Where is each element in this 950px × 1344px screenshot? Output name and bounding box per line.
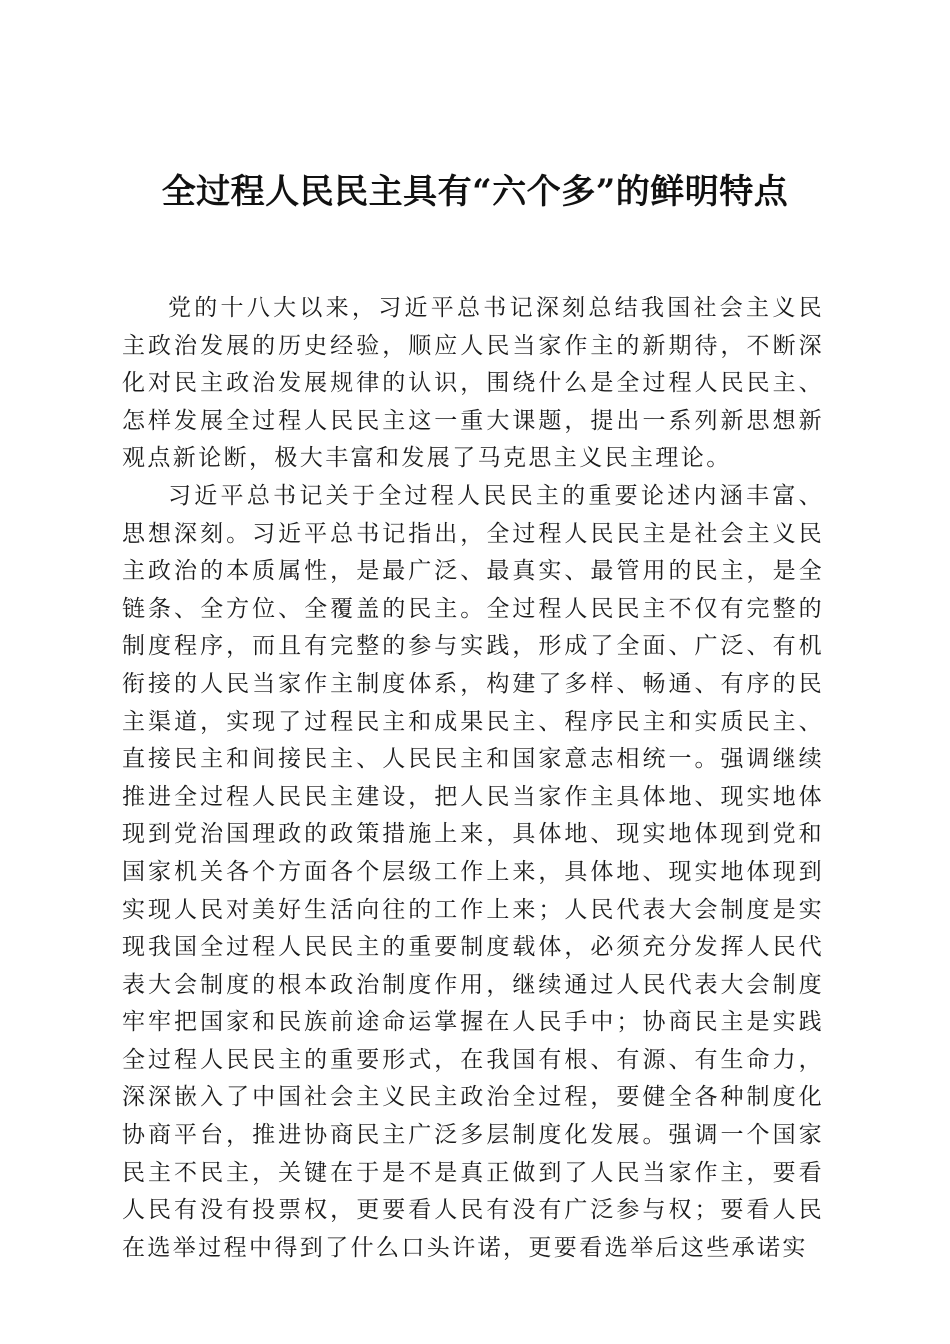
paragraph: 习近平总书记关于全过程人民民主的重要论述内涵丰富、思想深刻。习近平总书记指出，全过程人民民主是社会主义民主政治的本质属性，是最广泛、最真实、最管用的民主，是全链条、全方位、全覆盖的民主。全过程人民民主不仅有完整的制度程序，而且有完整的参与实践，形成了全面、广泛、有机衔接的人民当家作主制度体系，构建了多样、畅通、有序的民主渠道，实现了过程民主和成果民主、程序民主和实质民主、直接民主和间接民主、人民民主和国家意志相统一。强调继续推进全过程人民民主建设，把人民当家作主具体地、现实地体现到党治国理政的政策措施上来，具体地、现实地体现到党和国家机关各个方面各个层级工作上来，具体地、现实地体现到实现人民对美好生活向往的工作上来；人民代表大会制度是实现我国全过程人民民主的重要制度载体，必须充分发挥人民代表大会制度的根本政治制度作用，继续通过人民代表大会制度牢牢把国家和民族前途命运掌握在人民手中；协商民主是实践全过程人民民主的重要形式，在我国有根、有源、有生命力，深深嵌入了中国社会主义民主政治全过程，要健全各种制度化协商平台，推进协商民主广泛多层制度化发展。强调一个国家民主不民主，关键在于是不是真正做到了人民当家作主，要看人民有没有投票权，更要看人民有没有广泛参与权；要看人民在选举过程中得到了什么口头许诺，更要看选举后这些承诺实 [122,482,824,1261]
article-body [122,290,824,1267]
page-title: 全过程人民民主具有“六个多”的鲜明特点 [161,172,789,212]
paragraph: 党的十八大以来，习近平总书记深刻总结我国社会主义民主政治发展的历史经验，顺应人民当家作主的新期待，不断深化对民主政治发展规律的认识，围绕什么是全过程人民民主、怎样发展全过程人民民主这一重大课题，提出一系列新思想新观点新论断，极大丰富和发展了马克思主义民主理论。 [122,295,824,472]
